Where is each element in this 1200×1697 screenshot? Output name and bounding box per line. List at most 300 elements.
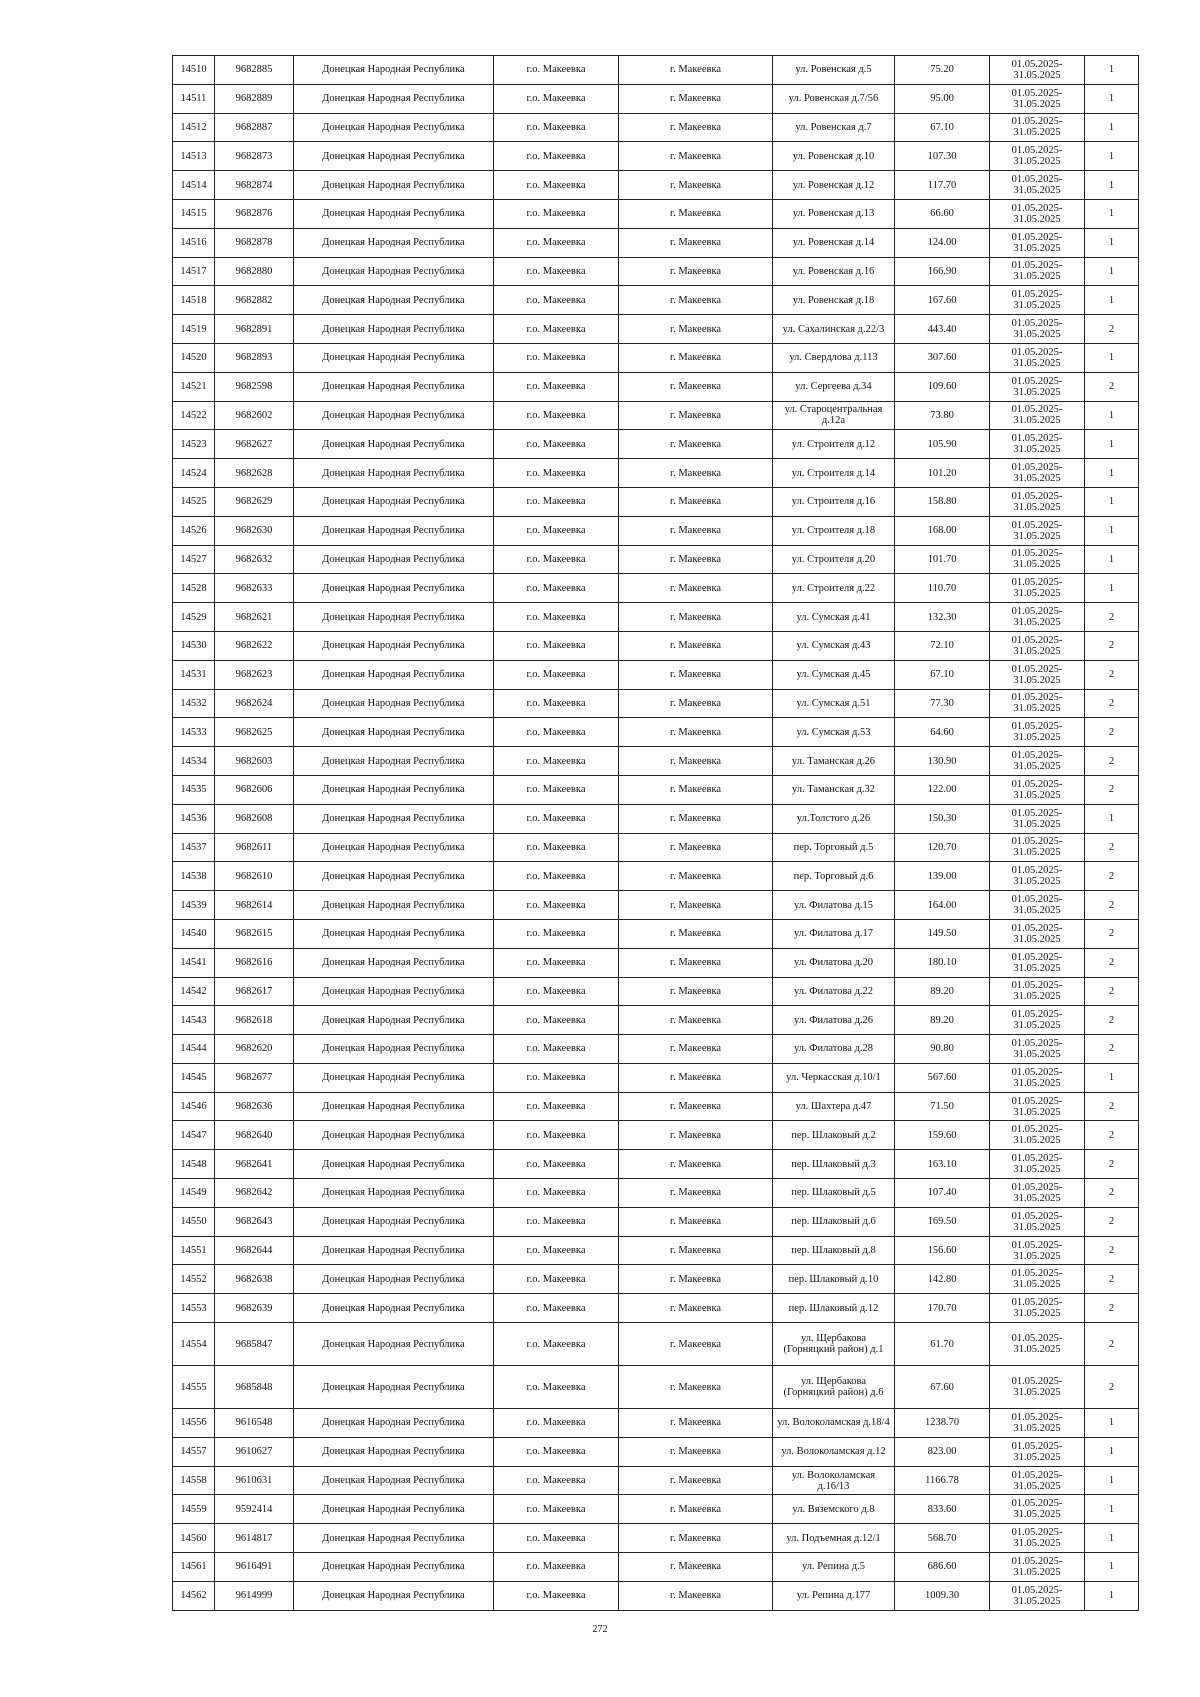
cell-object-id: 9682598 — [215, 372, 294, 401]
cell-category: 1 — [1085, 459, 1139, 488]
table-row — [173, 1063, 1139, 1092]
cell-area: 61.70 — [895, 1323, 990, 1366]
cell-address: ул. Филатова д.20 — [773, 948, 895, 977]
cell-row-number: 14549 — [173, 1179, 215, 1208]
cell-municipal-district: г.о. Макеевка — [494, 343, 619, 372]
table-row — [173, 862, 1139, 891]
cell-object-id: 9682618 — [215, 1006, 294, 1035]
cell-category: 1 — [1085, 1063, 1139, 1092]
cell-region: Донецкая Народная Республика — [294, 516, 494, 545]
cell-address: ул. Строителя д.18 — [773, 516, 895, 545]
cell-object-id: 9682889 — [215, 84, 294, 113]
cell-object-id: 9682625 — [215, 718, 294, 747]
cell-row-number: 14539 — [173, 891, 215, 920]
cell-period: 01.05.2025-31.05.2025 — [990, 1466, 1085, 1495]
cell-area: 823.00 — [895, 1437, 990, 1466]
cell-area: 149.50 — [895, 919, 990, 948]
cell-period: 01.05.2025-31.05.2025 — [990, 775, 1085, 804]
table-row — [173, 430, 1139, 459]
cell-row-number: 14517 — [173, 257, 215, 286]
cell-region: Донецкая Народная Республика — [294, 1366, 494, 1409]
cell-city: г. Макеевка — [619, 84, 773, 113]
cell-municipal-district: г.о. Макеевка — [494, 747, 619, 776]
cell-period: 01.05.2025-31.05.2025 — [990, 689, 1085, 718]
cell-period: 01.05.2025-31.05.2025 — [990, 430, 1085, 459]
cell-city: г. Макеевка — [619, 1294, 773, 1323]
cell-address: пер. Торговый д.5 — [773, 833, 895, 862]
cell-row-number: 14541 — [173, 948, 215, 977]
cell-object-id: 9682614 — [215, 891, 294, 920]
cell-object-id: 9682640 — [215, 1121, 294, 1150]
cell-municipal-district: г.о. Макеевка — [494, 1366, 619, 1409]
table-row — [173, 372, 1139, 401]
cell-row-number: 14552 — [173, 1265, 215, 1294]
cell-city: г. Макеевка — [619, 977, 773, 1006]
cell-period: 01.05.2025-31.05.2025 — [990, 862, 1085, 891]
cell-city: г. Макеевка — [619, 199, 773, 228]
cell-city: г. Макеевка — [619, 171, 773, 200]
cell-period: 01.05.2025-31.05.2025 — [990, 833, 1085, 862]
table-row — [173, 919, 1139, 948]
cell-category: 2 — [1085, 1150, 1139, 1179]
cell-municipal-district: г.о. Макеевка — [494, 948, 619, 977]
cell-region: Донецкая Народная Республика — [294, 689, 494, 718]
cell-address: ул. Шахтера д.47 — [773, 1092, 895, 1121]
cell-municipal-district: г.о. Макеевка — [494, 1121, 619, 1150]
table-row — [173, 56, 1139, 85]
cell-municipal-district: г.о. Макеевка — [494, 56, 619, 85]
cell-city: г. Макеевка — [619, 919, 773, 948]
cell-address: пер. Шлаковый д.6 — [773, 1207, 895, 1236]
cell-address: ул. Ровенская д.5 — [773, 56, 895, 85]
cell-period: 01.05.2025-31.05.2025 — [990, 1581, 1085, 1610]
cell-city: г. Макеевка — [619, 862, 773, 891]
cell-category: 2 — [1085, 1294, 1139, 1323]
cell-row-number: 14540 — [173, 919, 215, 948]
cell-municipal-district: г.о. Макеевка — [494, 1265, 619, 1294]
cell-row-number: 14535 — [173, 775, 215, 804]
cell-category: 1 — [1085, 56, 1139, 85]
cell-region: Донецкая Народная Республика — [294, 286, 494, 315]
cell-row-number: 14534 — [173, 747, 215, 776]
cell-municipal-district: г.о. Макеевка — [494, 1207, 619, 1236]
cell-region: Донецкая Народная Республика — [294, 199, 494, 228]
cell-area: 75.20 — [895, 56, 990, 85]
cell-region: Донецкая Народная Республика — [294, 401, 494, 430]
cell-object-id: 9682893 — [215, 343, 294, 372]
cell-address: ул.Толстого д.26 — [773, 804, 895, 833]
cell-row-number: 14538 — [173, 862, 215, 891]
cell-object-id: 9682633 — [215, 574, 294, 603]
cell-region: Донецкая Народная Республика — [294, 1466, 494, 1495]
cell-region: Донецкая Народная Республика — [294, 1524, 494, 1553]
table-row — [173, 977, 1139, 1006]
cell-category: 1 — [1085, 1495, 1139, 1524]
cell-municipal-district: г.о. Макеевка — [494, 286, 619, 315]
cell-object-id: 9682882 — [215, 286, 294, 315]
table-row — [173, 1092, 1139, 1121]
cell-municipal-district: г.о. Макеевка — [494, 113, 619, 142]
cell-municipal-district: г.о. Макеевка — [494, 833, 619, 862]
cell-period: 01.05.2025-31.05.2025 — [990, 1323, 1085, 1366]
cell-row-number: 14523 — [173, 430, 215, 459]
cell-area: 158.80 — [895, 487, 990, 516]
cell-city: г. Макеевка — [619, 1581, 773, 1610]
cell-area: 71.50 — [895, 1092, 990, 1121]
cell-period: 01.05.2025-31.05.2025 — [990, 343, 1085, 372]
cell-category: 1 — [1085, 1437, 1139, 1466]
cell-address: ул. Строителя д.16 — [773, 487, 895, 516]
cell-address: пер. Шлаковый д.12 — [773, 1294, 895, 1323]
cell-period: 01.05.2025-31.05.2025 — [990, 574, 1085, 603]
table-row — [173, 228, 1139, 257]
cell-city: г. Макеевка — [619, 689, 773, 718]
cell-city: г. Макеевка — [619, 1063, 773, 1092]
cell-address: ул. Сумская д.51 — [773, 689, 895, 718]
cell-city: г. Макеевка — [619, 401, 773, 430]
cell-region: Донецкая Народная Республика — [294, 84, 494, 113]
cell-region: Донецкая Народная Республика — [294, 1092, 494, 1121]
cell-row-number: 14522 — [173, 401, 215, 430]
cell-address: ул. Филатова д.17 — [773, 919, 895, 948]
cell-period: 01.05.2025-31.05.2025 — [990, 631, 1085, 660]
cell-city: г. Макеевка — [619, 1466, 773, 1495]
cell-address: ул. Строителя д.22 — [773, 574, 895, 603]
cell-category: 2 — [1085, 1323, 1139, 1366]
table-row — [173, 1466, 1139, 1495]
cell-city: г. Макеевка — [619, 142, 773, 171]
cell-area: 443.40 — [895, 315, 990, 344]
cell-address: пер. Шлаковый д.3 — [773, 1150, 895, 1179]
cell-address: ул. Щербакова (Горняцкий район) д.6 — [773, 1366, 895, 1409]
cell-municipal-district: г.о. Макеевка — [494, 660, 619, 689]
cell-city: г. Макеевка — [619, 1409, 773, 1438]
cell-region: Донецкая Народная Республика — [294, 1409, 494, 1438]
table-row — [173, 286, 1139, 315]
table-row — [173, 804, 1139, 833]
cell-object-id: 9682632 — [215, 545, 294, 574]
cell-category: 2 — [1085, 977, 1139, 1006]
cell-area: 180.10 — [895, 948, 990, 977]
cell-category: 2 — [1085, 1035, 1139, 1064]
cell-object-id: 9614817 — [215, 1524, 294, 1553]
table-row — [173, 315, 1139, 344]
cell-row-number: 14548 — [173, 1150, 215, 1179]
cell-category: 2 — [1085, 948, 1139, 977]
cell-object-id: 9682624 — [215, 689, 294, 718]
cell-area: 833.60 — [895, 1495, 990, 1524]
table-row — [173, 1553, 1139, 1582]
table-row — [173, 631, 1139, 660]
cell-period: 01.05.2025-31.05.2025 — [990, 977, 1085, 1006]
cell-period: 01.05.2025-31.05.2025 — [990, 516, 1085, 545]
cell-period: 01.05.2025-31.05.2025 — [990, 747, 1085, 776]
cell-period: 01.05.2025-31.05.2025 — [990, 1366, 1085, 1409]
cell-area: 73.80 — [895, 401, 990, 430]
cell-category: 2 — [1085, 1207, 1139, 1236]
cell-category: 2 — [1085, 1006, 1139, 1035]
cell-city: г. Макеевка — [619, 1035, 773, 1064]
cell-category: 1 — [1085, 343, 1139, 372]
cell-period: 01.05.2025-31.05.2025 — [990, 660, 1085, 689]
cell-area: 567.60 — [895, 1063, 990, 1092]
cell-area: 156.60 — [895, 1236, 990, 1265]
cell-period: 01.05.2025-31.05.2025 — [990, 199, 1085, 228]
cell-area: 66.60 — [895, 199, 990, 228]
cell-period: 01.05.2025-31.05.2025 — [990, 1236, 1085, 1265]
cell-row-number: 14510 — [173, 56, 215, 85]
cell-object-id: 9682603 — [215, 747, 294, 776]
cell-city: г. Макеевка — [619, 545, 773, 574]
cell-region: Донецкая Народная Республика — [294, 113, 494, 142]
cell-area: 89.20 — [895, 977, 990, 1006]
cell-period: 01.05.2025-31.05.2025 — [990, 1294, 1085, 1323]
cell-region: Донецкая Народная Республика — [294, 862, 494, 891]
cell-address: ул. Черкасская д.10/1 — [773, 1063, 895, 1092]
cell-category: 1 — [1085, 545, 1139, 574]
cell-region: Донецкая Народная Республика — [294, 1179, 494, 1208]
cell-region: Донецкая Народная Республика — [294, 257, 494, 286]
cell-category: 1 — [1085, 1466, 1139, 1495]
cell-object-id: 9685847 — [215, 1323, 294, 1366]
cell-row-number: 14558 — [173, 1466, 215, 1495]
cell-object-id: 9682617 — [215, 977, 294, 1006]
cell-area: 109.60 — [895, 372, 990, 401]
cell-period: 01.05.2025-31.05.2025 — [990, 1207, 1085, 1236]
cell-row-number: 14543 — [173, 1006, 215, 1035]
cell-city: г. Макеевка — [619, 343, 773, 372]
cell-row-number: 14513 — [173, 142, 215, 171]
cell-area: 568.70 — [895, 1524, 990, 1553]
cell-region: Донецкая Народная Республика — [294, 919, 494, 948]
cell-category: 1 — [1085, 142, 1139, 171]
cell-municipal-district: г.о. Макеевка — [494, 718, 619, 747]
cell-object-id: 9682620 — [215, 1035, 294, 1064]
cell-area: 107.40 — [895, 1179, 990, 1208]
address-table — [172, 55, 1139, 1611]
cell-area: 105.90 — [895, 430, 990, 459]
cell-area: 1238.70 — [895, 1409, 990, 1438]
table-row — [173, 603, 1139, 632]
cell-category: 2 — [1085, 689, 1139, 718]
cell-city: г. Макеевка — [619, 631, 773, 660]
cell-municipal-district: г.о. Макеевка — [494, 977, 619, 1006]
cell-category: 2 — [1085, 603, 1139, 632]
cell-period: 01.05.2025-31.05.2025 — [990, 603, 1085, 632]
cell-object-id: 9616491 — [215, 1553, 294, 1582]
cell-address: ул. Филатова д.26 — [773, 1006, 895, 1035]
cell-area: 72.10 — [895, 631, 990, 660]
cell-area: 64.60 — [895, 718, 990, 747]
cell-category: 2 — [1085, 747, 1139, 776]
cell-area: 164.00 — [895, 891, 990, 920]
cell-city: г. Макеевка — [619, 1092, 773, 1121]
table-row — [173, 545, 1139, 574]
cell-city: г. Макеевка — [619, 948, 773, 977]
cell-region: Донецкая Народная Республика — [294, 142, 494, 171]
cell-object-id: 9682880 — [215, 257, 294, 286]
table-row — [173, 1150, 1139, 1179]
cell-address: ул. Волоколамская д.18/4 — [773, 1409, 895, 1438]
cell-municipal-district: г.о. Макеевка — [494, 1581, 619, 1610]
cell-category: 2 — [1085, 891, 1139, 920]
cell-municipal-district: г.о. Макеевка — [494, 1437, 619, 1466]
cell-address: ул. Филатова д.28 — [773, 1035, 895, 1064]
cell-city: г. Макеевка — [619, 603, 773, 632]
cell-city: г. Макеевка — [619, 1236, 773, 1265]
cell-region: Донецкая Народная Республика — [294, 1437, 494, 1466]
cell-category: 1 — [1085, 401, 1139, 430]
cell-region: Донецкая Народная Республика — [294, 487, 494, 516]
cell-object-id: 9682623 — [215, 660, 294, 689]
table-row — [173, 1294, 1139, 1323]
cell-row-number: 14520 — [173, 343, 215, 372]
cell-period: 01.05.2025-31.05.2025 — [990, 1524, 1085, 1553]
cell-area: 169.50 — [895, 1207, 990, 1236]
cell-category: 1 — [1085, 574, 1139, 603]
cell-region: Донецкая Народная Республика — [294, 171, 494, 200]
cell-area: 107.30 — [895, 142, 990, 171]
page-number: 272 — [592, 1624, 608, 1635]
cell-row-number: 14559 — [173, 1495, 215, 1524]
cell-object-id: 9614999 — [215, 1581, 294, 1610]
table-row — [173, 171, 1139, 200]
cell-category: 2 — [1085, 660, 1139, 689]
cell-region: Донецкая Народная Республика — [294, 775, 494, 804]
cell-region: Донецкая Народная Республика — [294, 1294, 494, 1323]
cell-category: 1 — [1085, 1409, 1139, 1438]
cell-region: Донецкая Народная Республика — [294, 1323, 494, 1366]
cell-city: г. Макеевка — [619, 1553, 773, 1582]
cell-city: г. Макеевка — [619, 891, 773, 920]
table-row — [173, 84, 1139, 113]
cell-region: Донецкая Народная Республика — [294, 1581, 494, 1610]
cell-period: 01.05.2025-31.05.2025 — [990, 1265, 1085, 1294]
cell-category: 2 — [1085, 1366, 1139, 1409]
cell-row-number: 14554 — [173, 1323, 215, 1366]
cell-city: г. Макеевка — [619, 228, 773, 257]
cell-object-id: 9682611 — [215, 833, 294, 862]
cell-address: ул. Ровенская д.7/56 — [773, 84, 895, 113]
cell-area: 67.10 — [895, 113, 990, 142]
cell-region: Донецкая Народная Республика — [294, 1006, 494, 1035]
cell-municipal-district: г.о. Макеевка — [494, 142, 619, 171]
cell-city: г. Макеевка — [619, 1524, 773, 1553]
cell-municipal-district: г.о. Макеевка — [494, 574, 619, 603]
cell-area: 150.30 — [895, 804, 990, 833]
cell-region: Донецкая Народная Республика — [294, 631, 494, 660]
cell-row-number: 14521 — [173, 372, 215, 401]
table-row — [173, 1409, 1139, 1438]
cell-area: 90.80 — [895, 1035, 990, 1064]
cell-area: 124.00 — [895, 228, 990, 257]
cell-area: 110.70 — [895, 574, 990, 603]
cell-period: 01.05.2025-31.05.2025 — [990, 459, 1085, 488]
cell-municipal-district: г.о. Макеевка — [494, 689, 619, 718]
cell-address: ул. Ровенская д.13 — [773, 199, 895, 228]
cell-object-id: 9682602 — [215, 401, 294, 430]
table-row — [173, 1366, 1139, 1409]
cell-municipal-district: г.о. Макеевка — [494, 1409, 619, 1438]
cell-period: 01.05.2025-31.05.2025 — [990, 487, 1085, 516]
cell-period: 01.05.2025-31.05.2025 — [990, 56, 1085, 85]
cell-address: ул. Волоколамская д.12 — [773, 1437, 895, 1466]
cell-city: г. Макеевка — [619, 660, 773, 689]
cell-object-id: 9682610 — [215, 862, 294, 891]
cell-municipal-district: г.о. Макеевка — [494, 631, 619, 660]
cell-address: ул. Таманская д.32 — [773, 775, 895, 804]
cell-municipal-district: г.о. Макеевка — [494, 430, 619, 459]
cell-region: Донецкая Народная Республика — [294, 660, 494, 689]
table-row — [173, 1207, 1139, 1236]
cell-row-number: 14525 — [173, 487, 215, 516]
cell-municipal-district: г.о. Макеевка — [494, 1063, 619, 1092]
cell-category: 1 — [1085, 257, 1139, 286]
cell-period: 01.05.2025-31.05.2025 — [990, 545, 1085, 574]
cell-address: ул. Сахалинская д.22/3 — [773, 315, 895, 344]
cell-category: 1 — [1085, 1524, 1139, 1553]
cell-row-number: 14527 — [173, 545, 215, 574]
cell-address: ул. Сумская д.45 — [773, 660, 895, 689]
cell-city: г. Макеевка — [619, 775, 773, 804]
cell-municipal-district: г.о. Макеевка — [494, 1150, 619, 1179]
cell-period: 01.05.2025-31.05.2025 — [990, 372, 1085, 401]
cell-object-id: 9682638 — [215, 1265, 294, 1294]
cell-row-number: 14511 — [173, 84, 215, 113]
cell-object-id: 9682644 — [215, 1236, 294, 1265]
cell-region: Донецкая Народная Республика — [294, 1236, 494, 1265]
cell-row-number: 14532 — [173, 689, 215, 718]
table-row — [173, 1437, 1139, 1466]
cell-city: г. Макеевка — [619, 1006, 773, 1035]
table-row — [173, 1236, 1139, 1265]
cell-address: пер. Шлаковый д.5 — [773, 1179, 895, 1208]
cell-row-number: 14515 — [173, 199, 215, 228]
cell-period: 01.05.2025-31.05.2025 — [990, 804, 1085, 833]
cell-region: Донецкая Народная Республика — [294, 747, 494, 776]
cell-address: ул. Щербакова (Горняцкий район) д.1 — [773, 1323, 895, 1366]
cell-city: г. Макеевка — [619, 56, 773, 85]
cell-object-id: 9682873 — [215, 142, 294, 171]
cell-row-number: 14516 — [173, 228, 215, 257]
cell-object-id: 9682628 — [215, 459, 294, 488]
cell-region: Донецкая Народная Республика — [294, 430, 494, 459]
cell-period: 01.05.2025-31.05.2025 — [990, 171, 1085, 200]
cell-city: г. Макеевка — [619, 487, 773, 516]
cell-period: 01.05.2025-31.05.2025 — [990, 84, 1085, 113]
cell-object-id: 9682677 — [215, 1063, 294, 1092]
cell-area: 159.60 — [895, 1121, 990, 1150]
cell-city: г. Макеевка — [619, 1323, 773, 1366]
table-row — [173, 747, 1139, 776]
cell-region: Донецкая Народная Республика — [294, 228, 494, 257]
cell-object-id: 9682639 — [215, 1294, 294, 1323]
cell-municipal-district: г.о. Макеевка — [494, 257, 619, 286]
cell-category: 1 — [1085, 286, 1139, 315]
cell-municipal-district: г.о. Макеевка — [494, 1495, 619, 1524]
cell-object-id: 9682630 — [215, 516, 294, 545]
cell-category: 2 — [1085, 919, 1139, 948]
table-row — [173, 516, 1139, 545]
cell-area: 1166.78 — [895, 1466, 990, 1495]
cell-area: 1009.30 — [895, 1581, 990, 1610]
cell-city: г. Макеевка — [619, 718, 773, 747]
cell-address: ул. Свердлова д.113 — [773, 343, 895, 372]
cell-row-number: 14529 — [173, 603, 215, 632]
cell-municipal-district: г.о. Макеевка — [494, 1553, 619, 1582]
table-row — [173, 574, 1139, 603]
cell-address: ул. Сумская д.41 — [773, 603, 895, 632]
